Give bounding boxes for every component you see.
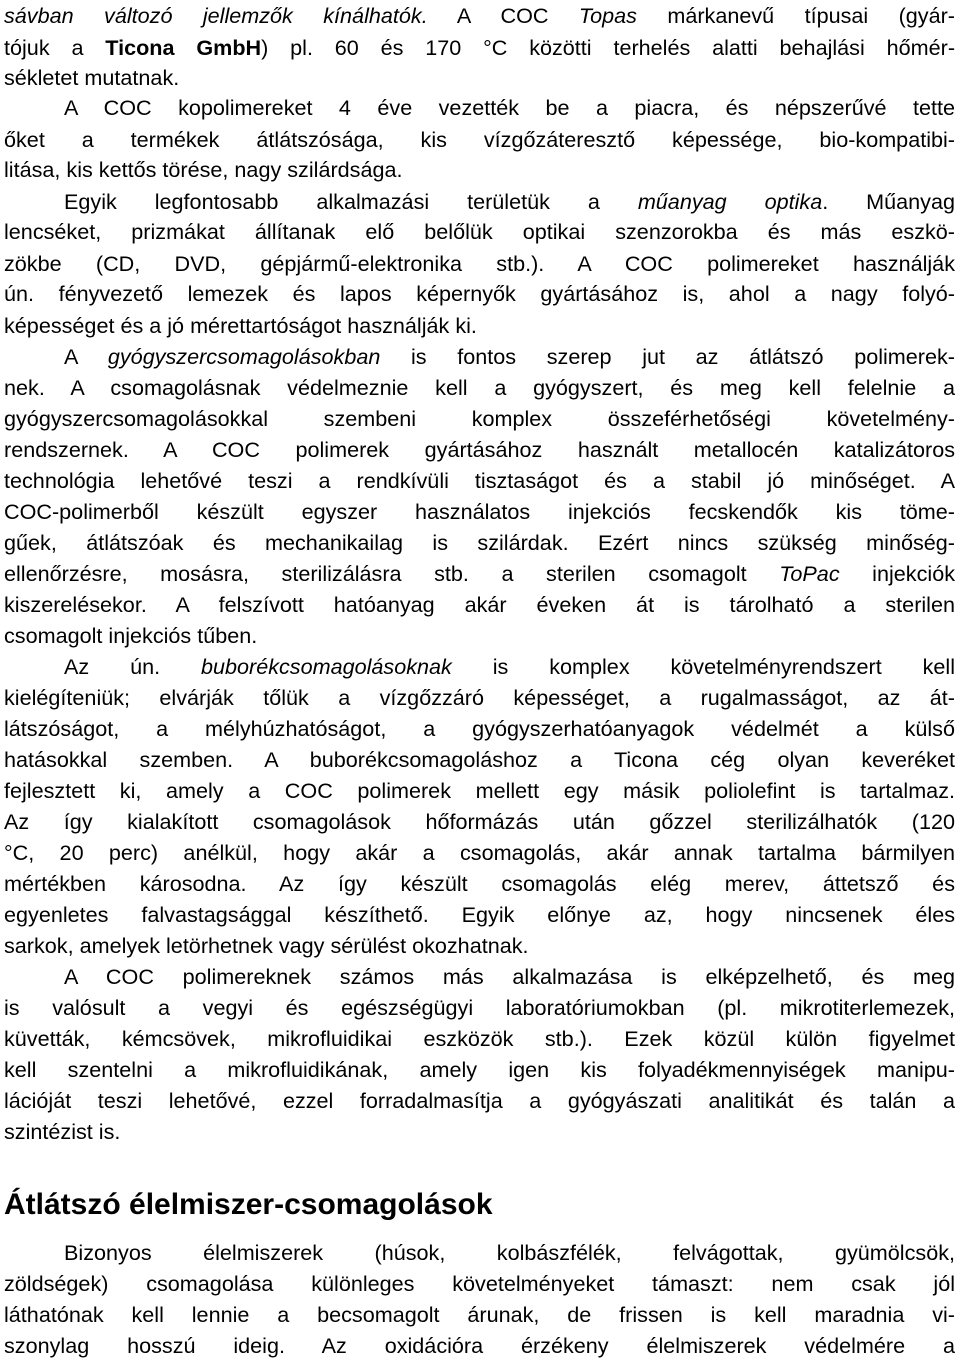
bold-run: Ticona GmbH — [105, 35, 262, 60]
text-line — [4, 992, 955, 1024]
text-run: fejlesztett ki, amely a COC polimerek mellett egy másik poliolefint is tartalmaz. — [4, 778, 955, 803]
text-run: gyógyszercsomagolásokkal szembeni komplex összeférhetőségi követelmény- — [4, 406, 955, 431]
text-run: egyenletes falvastagsággal készíthető. Egyik előnye az, hogy nincsenek éles — [4, 902, 955, 927]
text-line — [4, 403, 955, 435]
text-run: szonylag hosszú ideig. Az oxidációra érzékeny élelmiszerek védelmére a — [4, 1333, 955, 1358]
text-run: COC-polimerből készült egyszer használatos injekciós fecskendők kis töme- — [4, 499, 955, 524]
text-run: zökbe (CD, DVD, gépjármű-elektronika stb.). A COC polimereket használják — [4, 251, 955, 276]
text-line — [4, 32, 955, 64]
text-line — [4, 465, 955, 497]
text-run: márkanevű típusai (gyár- — [636, 3, 955, 28]
text-run: sékletet mutatnak. — [4, 65, 180, 90]
text-line — [64, 92, 955, 124]
italic-run: sávban változó jellemzők kínálhatók. — [4, 3, 428, 28]
italic-run: műanyag optika — [637, 189, 823, 214]
text-line — [4, 589, 955, 621]
text-line — [4, 868, 955, 900]
text-line — [4, 837, 955, 869]
text-line — [4, 124, 955, 156]
text-run: is valósult a vegyi és egészségügyi laboratóriumokban (pl. mikrotiterlemezek, — [4, 995, 955, 1020]
text-run: zöldségek) csomagolása különleges követelményeket támaszt: nem csak jól — [4, 1271, 955, 1296]
text-run: őket a termékek átlátszósága, kis vízgőzáteresztő képessége, bio-kompatibi- — [4, 127, 955, 152]
text-run: A — [64, 344, 108, 369]
text-run: lencséket, prizmákat állítanak elő belőlük optikai szenzorokba és más eszkö- — [4, 219, 955, 244]
text-line — [4, 1299, 955, 1331]
text-line — [4, 806, 955, 838]
text-run: ún. fényvezető lemezek és lapos képernyők gyártásához is, ahol a nagy folyó- — [4, 281, 955, 306]
italic-run: buborékcsomagolásoknak — [200, 654, 452, 679]
text-line — [64, 651, 955, 683]
text-run: . Műanyag — [822, 189, 955, 214]
text-run: Egyik legfontosabb alkalmazási területük a — [64, 189, 638, 214]
text-run: kielégíteniük; elvárják tőlük a vízgőzzáró képességet, a rugalmasságot, az át- — [4, 685, 955, 710]
text-line — [4, 775, 955, 807]
text-line — [4, 248, 955, 280]
text-run: láthatónak kell lennie a becsomagolt árunak, de frissen is kell maradnia vi- — [4, 1302, 955, 1327]
text-run: szintézist is. — [4, 1119, 121, 1144]
text-line — [64, 341, 955, 373]
text-run: mértékben károsodna. Az így készült csomagolás elég merev, áttetsző és — [4, 871, 955, 896]
text-run: nek. A csomagolásnak védelmeznie kell a gyógyszert, és meg kell felelnie a — [4, 375, 955, 400]
text-run: is komplex követelményrendszert kell — [451, 654, 955, 679]
text-run: képességet és a jó mérettartóságot használják ki. — [4, 313, 477, 338]
text-line — [4, 558, 955, 590]
text-line — [4, 527, 955, 559]
text-line — [4, 62, 955, 94]
text-line — [4, 0, 955, 32]
text-run: küvetták, kémcsövek, mikrofluidikai eszközök stb.). Ezek közül külön figyelmet — [4, 1026, 955, 1051]
text-line — [64, 961, 955, 993]
text-line — [4, 496, 955, 528]
text-line — [4, 899, 955, 931]
italic-run: ToPac — [779, 561, 840, 586]
text-line — [4, 682, 955, 714]
text-line — [64, 186, 955, 218]
text-run: kiszerelésekor. A felszívott hatóanyag akár éveken át is tárolható a sterilen — [4, 592, 955, 617]
text-line — [64, 1237, 955, 1269]
text-line — [4, 930, 955, 962]
text-run: is fontos szerep jut az átlátszó polimerek- — [380, 344, 955, 369]
text-run: látszóságot, a mélyhúzhatóságot, a gyógyszerhatóanyagok védelmét a külső — [4, 716, 955, 741]
text-run: Az ún. — [64, 654, 201, 679]
text-run: sarkok, amelyek letörhetnek vagy sérülést okozhatnak. — [4, 933, 529, 958]
text-run: rendszernek. A COC polimerek gyártásához használt metallocén katalizátoros — [4, 437, 955, 462]
text-run: ellenőrzésre, mosásra, sterilizálásra stb. a sterilen csomagolt — [4, 561, 780, 586]
text-run: A COC kopolimereket 4 éve vezették be a piacra, és népszerűvé tette — [64, 95, 955, 120]
text-run: Bizonyos élelmiszerek (húsok, kolbászfélék, felvágottak, gyümölcsök, — [64, 1240, 955, 1265]
text-line — [4, 154, 955, 186]
text-run: gűek, átlátszóak és mechanikailag is szilárdak. Ezért nincs szükség minőség- — [4, 530, 955, 555]
text-run: kell szentelni a mikrofluidikának, amely igen kis folyadékmennyiségek manipu- — [4, 1057, 955, 1082]
text-line — [4, 713, 955, 745]
italic-run: gyógyszercsomagolásokban — [107, 344, 381, 369]
text-line — [4, 278, 955, 310]
text-run: hatásokkal szemben. A buborékcsomagoláshoz a Ticona cég olyan keveréket — [4, 747, 955, 772]
text-line — [4, 1330, 955, 1362]
text-run: °C, 20 perc) anélkül, hogy akár a csomagolás, akár annak tartalma bármilyen — [4, 840, 955, 865]
text-line — [4, 1054, 955, 1086]
section-heading: Átlátszó élelmiszer-csomagolások — [4, 1188, 493, 1221]
text-line — [4, 216, 955, 248]
text-run: lációját teszi lehetővé, ezzel forradalmasítja a gyógyászati analitikát és talán a — [4, 1088, 955, 1113]
italic-run: Topas — [578, 3, 637, 28]
text-run: litása, kis kettős törése, nagy szilárdsága. — [4, 157, 403, 182]
text-line — [4, 620, 955, 652]
text-line — [4, 310, 955, 342]
text-run: csomagolt injekciós tűben. — [4, 623, 258, 648]
text-run: Az így kialakított csomagolások hőformázás után gőzzel sterilizálhatók (120 — [4, 809, 955, 834]
text-run: A COC polimereknek számos más alkalmazása is elképzelhető, és meg — [64, 964, 955, 989]
text-line — [4, 372, 955, 404]
text-run: A COC — [427, 3, 579, 28]
text-line — [4, 1268, 955, 1300]
text-line — [4, 1023, 955, 1055]
text-line — [4, 744, 955, 776]
text-run: ) pl. 60 és 170 °C közötti terhelés alatti behajlási hőmér- — [261, 35, 955, 60]
text-run: tójuk a — [4, 35, 106, 60]
text-run: technológia lehetővé teszi a rendkívüli tisztaságot és a stabil jó minőséget. A — [4, 468, 955, 493]
text-run: injekciók — [839, 561, 955, 586]
text-line — [4, 434, 955, 466]
text-line — [4, 1085, 955, 1117]
text-line — [4, 1116, 955, 1148]
